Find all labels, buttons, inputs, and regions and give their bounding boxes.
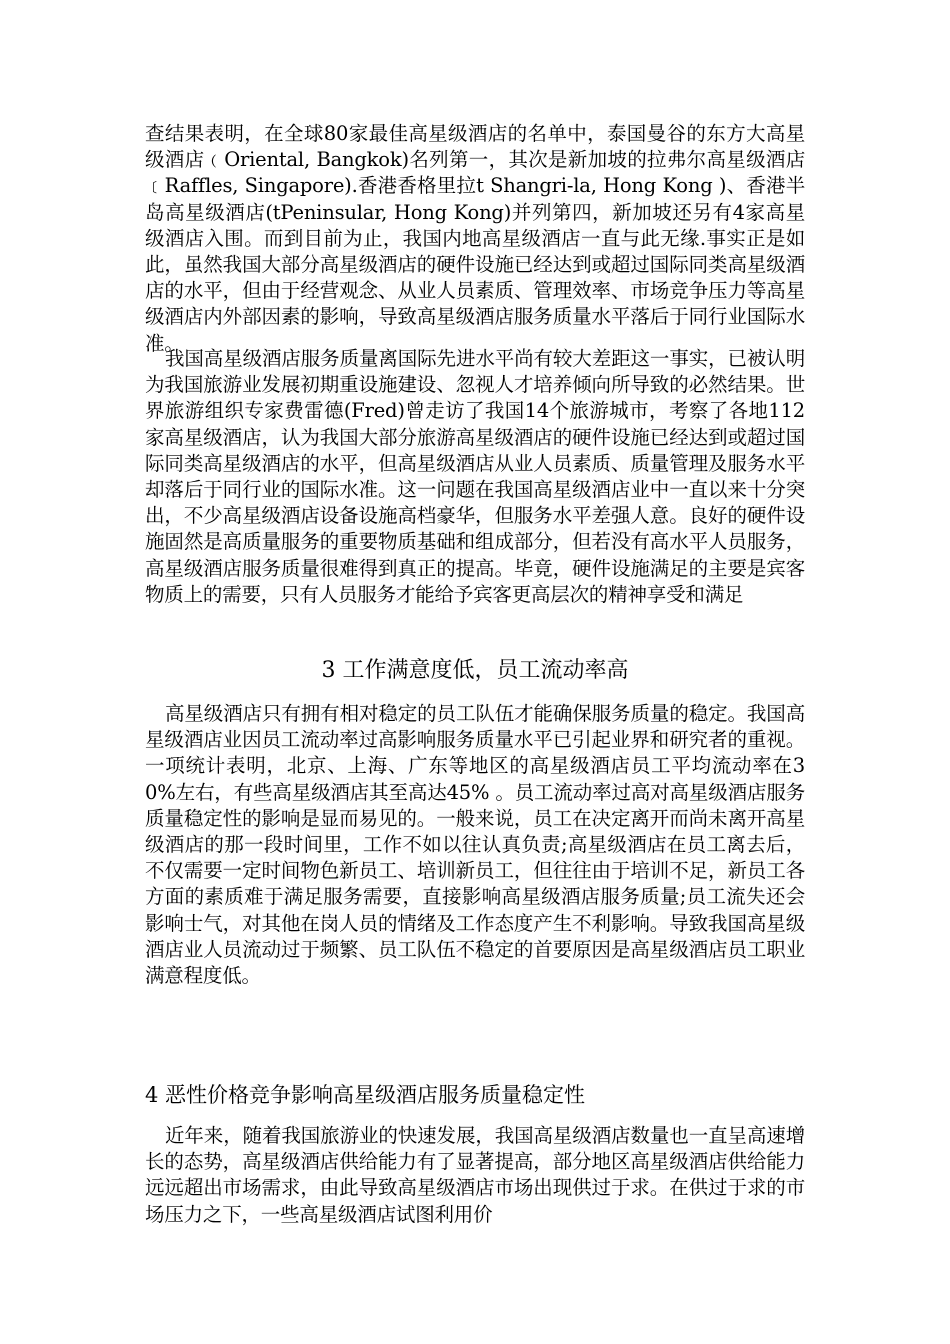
section-heading-4: 4 恶性价格竞争影响高星级酒店服务质量稳定性 <box>145 1083 586 1107</box>
section-heading-3: 3 工作满意度低，员工流动率高 <box>321 658 629 683</box>
paragraph-1: 查结果表明，在全球80家最佳高星级酒店的名单中，泰国曼谷的东方大高星级酒店﹙Oriental, Bangkok)名列第一，其次是新加坡的拉弗尔高星级酒店﹝Raffles, Singapore).香港香格里拉t Shangri-la, Hong Kong )、香港半岛高星级酒店(tPeninsular, Hong Kong)并列第四，新加坡还另有4家高星级酒店入围。而到目前为止，我国内地高星级酒店一直与此无缘.事实正是如此，虽然我国大部分高星级酒店的硬件设施已经达到或超过国际同类高星级酒店的水平，但由于经营观念、从业人员素质、管理效率、市场竞争压力等高星级酒店内外部因素的影响，导致高星级酒店服务质量水平落后于同行业国际水准。 <box>145 122 805 355</box>
paragraph-4: 近年来，随着我国旅游业的快速发展，我国高星级酒店数量也一直呈高速增长的态势，高星级酒店供给能力有了显著提高，部分地区高星级酒店供给能力远远超出市场需求，由此导致高星级酒店市场出现供过于求。在供过于求的市场压力之下，一些高星级酒店试图利用价 <box>145 1124 805 1226</box>
paragraph-3: 高星级酒店只有拥有相对稳定的员工队伍才能确保服务质量的稳定。我国高星级酒店业因员工流动率过高影响服务质量水平已引起业界和研究者的重视。一项统计表明，北京、上海、广东等地区的高星级酒店员工平均流动率在30%左右，有些高星级酒店其至高达45% 。员工流动率过高对高星级酒店服务质量稳定性的影响是显而易见的。一般来说，员工在决定离开而尚未离开高星级酒店的那一段时间里，工作不如以往认真负责;高星级酒店在员工离去后，不仅需要一定时间物色新员工、培训新员工，但往往由于培训不足，新员工各方面的素质难于满足服务需要，直接影响高星级酒店服务质量;员工流失还会影响士气，对其他在岗人员的情绪及工作态度产生不利影响。导致我国高星级酒店业人员流动过于频繁、员工队伍不稳定的首要原因是高星级酒店员工职业满意程度低。 <box>145 702 805 988</box>
paragraph-2: 我国高星级酒店服务质量离国际先进水平尚有较大差距这一事实，已被认明为我国旅游业发展初期重设施建设、忽视人才培养倾向所导致的必然结果。世界旅游组织专家费雷德(Fred)曾走访了我国14个旅游城市，考察了各地112家高星级酒店，认为我国大部分旅游高星级酒店的硬件设施已经达到或超过国际同类高星级酒店的水平，但高星级酒店从业人员素质、质量管理及服务水平却落后于同行业的国际水准。这一问题在我国高星级酒店业中一直以来十分突出，不少高星级酒店设备设施高档豪华，但服务水平差强人意。良好的硬件设施固然是高质量服务的重要物质基础和组成部分，但若没有高水平人员服务，高星级酒店服务质量很难得到真正的提高。毕竟，硬件设施满足的主要是宾客物质上的需要，只有人员服务才能给予宾客更高层次的精神享受和满足 <box>145 347 805 606</box>
